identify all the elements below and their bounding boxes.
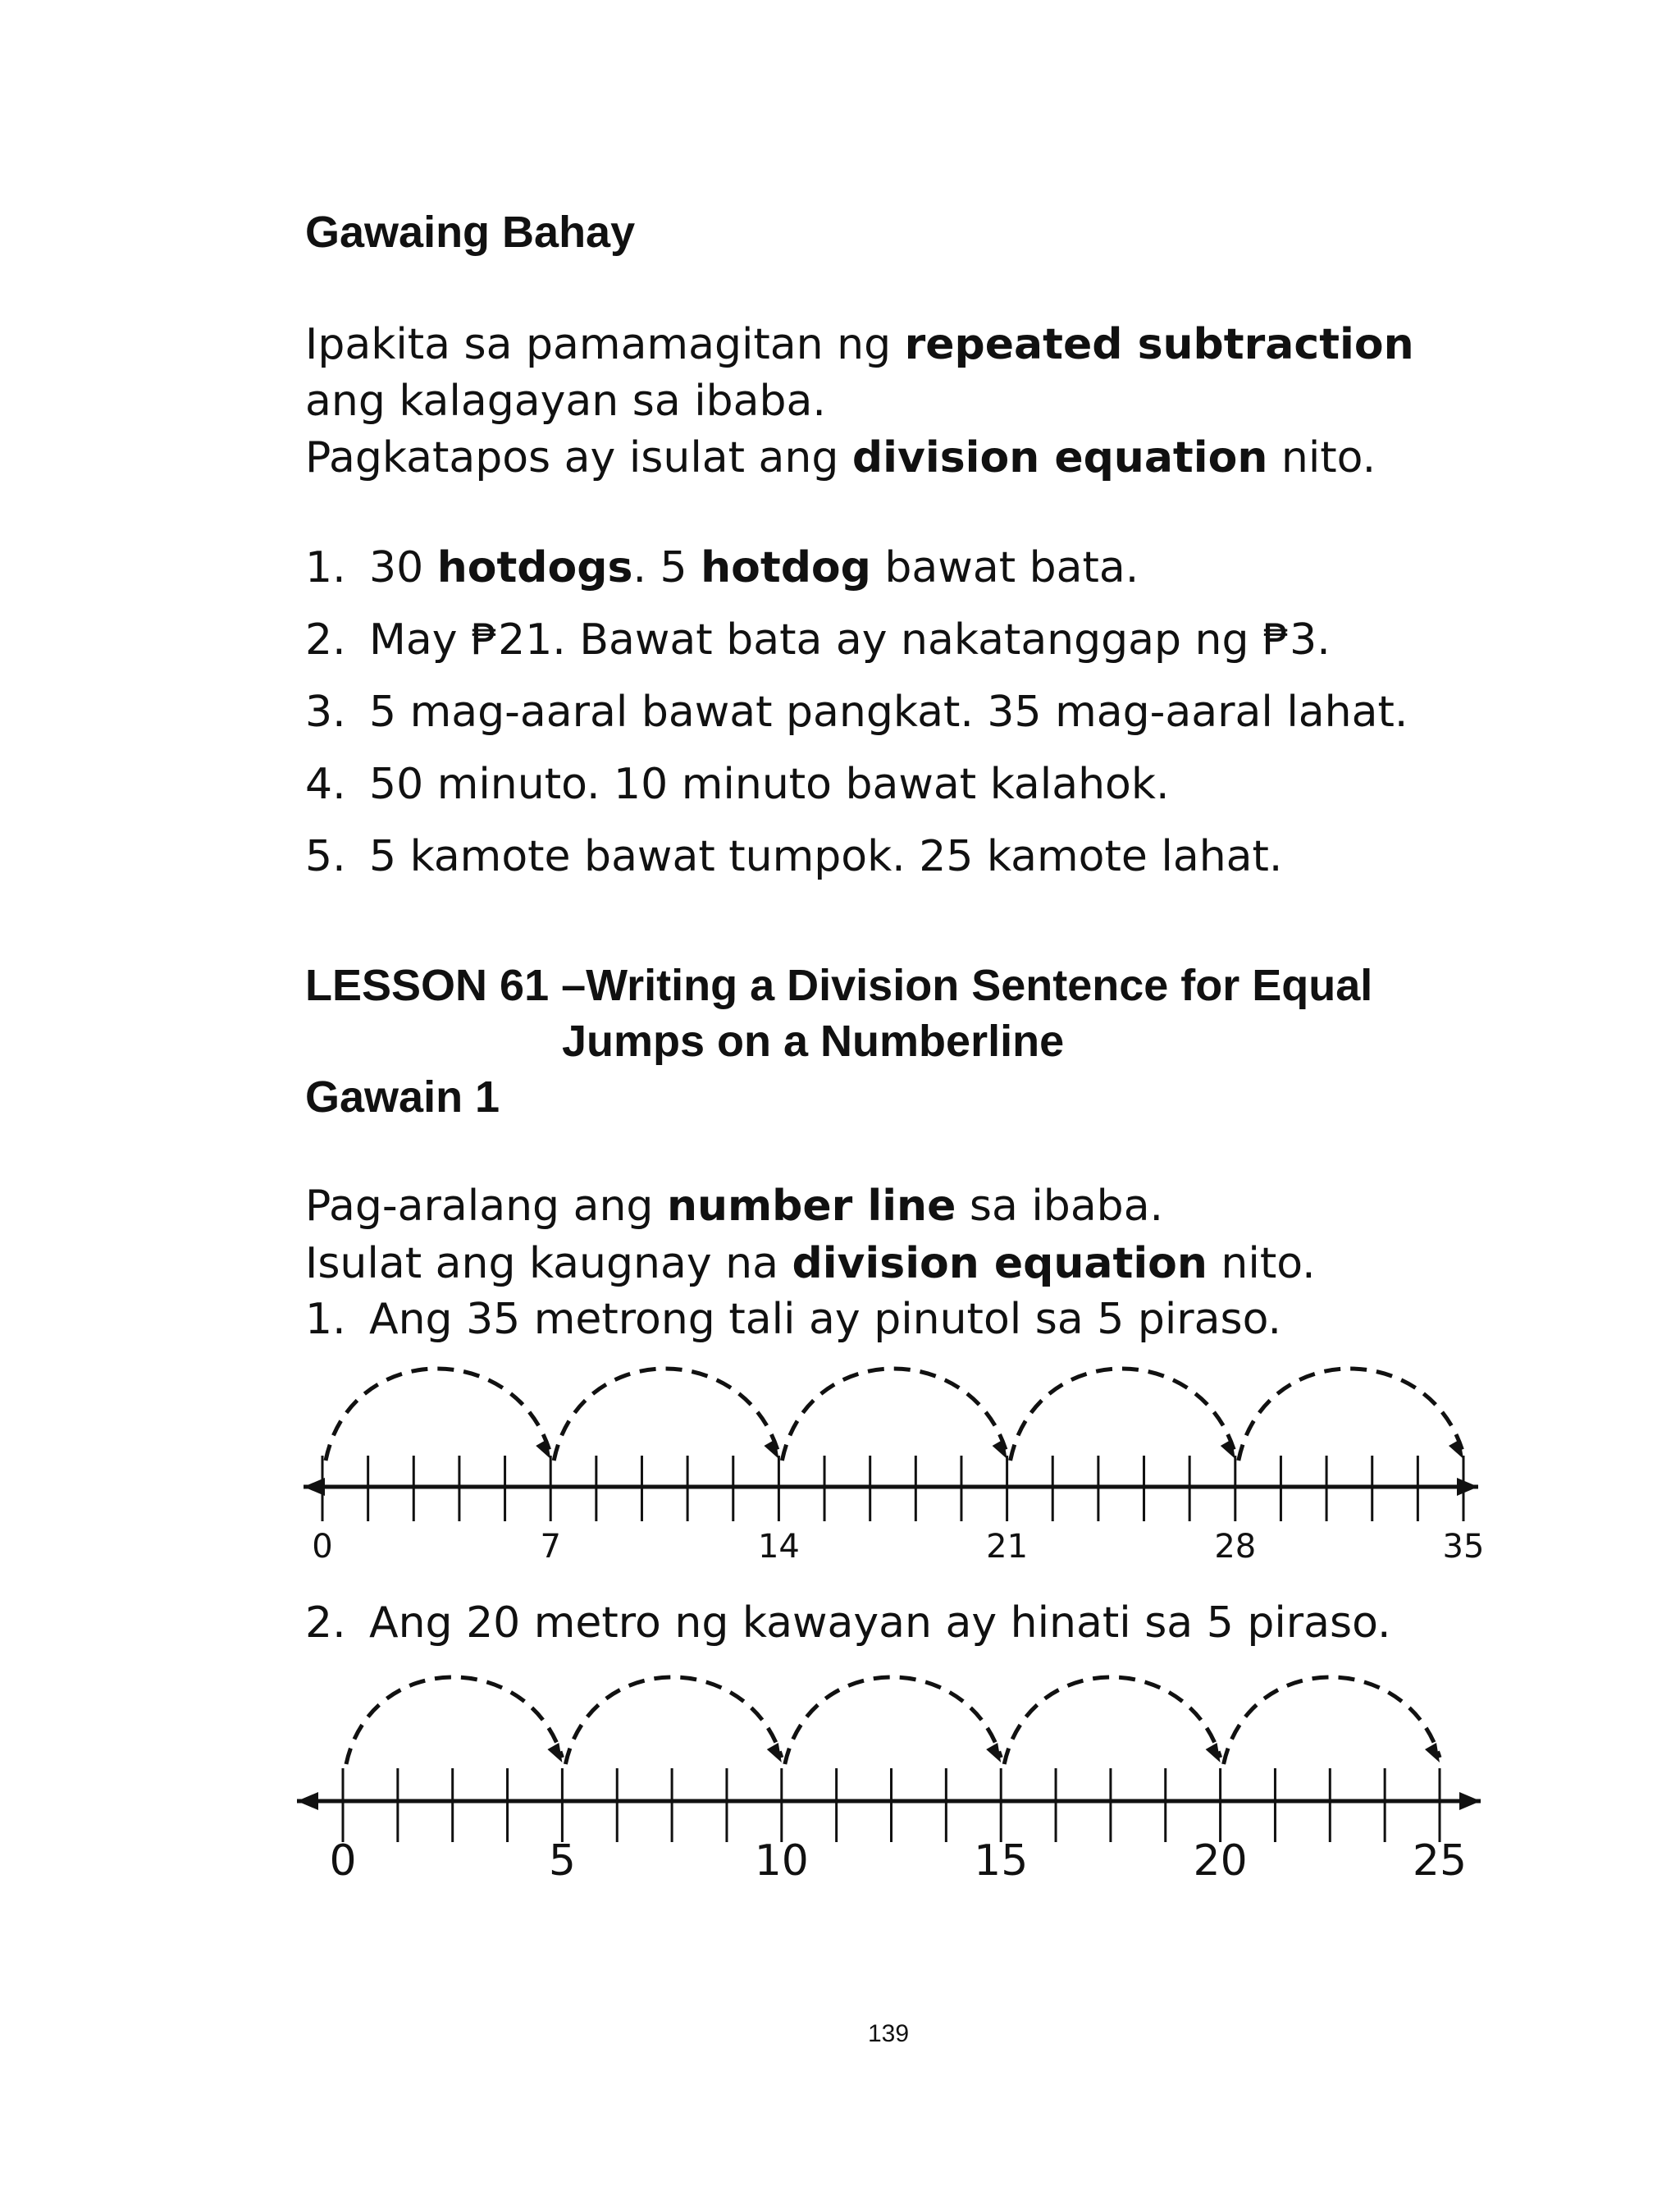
- jump-arrowhead: [547, 1743, 562, 1763]
- lesson-title-line2: Jumps on a Numberline: [562, 1017, 1065, 1066]
- problem-1: [305, 1295, 1281, 1344]
- tick-label: 20: [1193, 1836, 1248, 1886]
- tick-label: 25: [1412, 1836, 1468, 1886]
- axis-right-arrow: [1457, 1478, 1478, 1496]
- item-number: 1.: [305, 543, 346, 592]
- tick-label: 0: [312, 1528, 333, 1566]
- tick-label: 0: [329, 1836, 357, 1886]
- item-text: 50 minuto. 10 minuto bawat kalahok.: [369, 760, 1170, 809]
- jump-arrowhead: [1425, 1743, 1440, 1763]
- item-text: Ang 20 metro ng kawayan ay hinati sa 5 piraso.: [369, 1598, 1391, 1648]
- instruction-bold: number line: [666, 1182, 956, 1231]
- jump-arc: [785, 1677, 1001, 1764]
- instruction-text: Isulat ang kaugnay na: [305, 1239, 792, 1288]
- jump-arrowhead: [986, 1743, 1001, 1763]
- jump-arc: [1011, 1369, 1235, 1461]
- lesson-instruction-line1: [305, 1178, 1163, 1234]
- instruction-text: nito.: [1267, 433, 1376, 482]
- item-text: 30: [369, 543, 437, 592]
- tick-label: 28: [1214, 1528, 1257, 1566]
- lesson-instruction-line2: [305, 1236, 1316, 1292]
- number-line-1: [0, 1362, 1680, 1575]
- jump-arrowhead: [767, 1743, 782, 1763]
- item-text: 21. Bawat bata ay nakatanggap ng: [498, 615, 1263, 665]
- axis-right-arrow: [1459, 1792, 1481, 1810]
- jump-arc: [1004, 1677, 1220, 1764]
- item-number: 5.: [305, 832, 346, 881]
- item-text: 3.: [1290, 615, 1331, 665]
- number-line-2: [0, 1674, 1680, 1895]
- item-bold: hotdogs: [436, 543, 633, 592]
- tick-label: 15: [974, 1836, 1029, 1886]
- jump-arc: [565, 1677, 781, 1764]
- item-number: 2.: [305, 615, 346, 665]
- item-text: . 5: [632, 543, 701, 592]
- item-number: 4.: [305, 760, 346, 809]
- item-bold: hotdog: [701, 543, 871, 592]
- tick-label: 14: [757, 1528, 800, 1566]
- homework-instruction-line3: [305, 430, 1376, 486]
- instruction-bold: division equation: [792, 1239, 1208, 1288]
- tick-label: 7: [540, 1528, 561, 1566]
- list-item: [305, 543, 1139, 592]
- jump-arc: [1239, 1369, 1463, 1461]
- instruction-text: sa ibaba.: [956, 1182, 1164, 1231]
- jump-arc: [326, 1369, 550, 1461]
- instruction-text: Ipakita sa pamamagitan ng: [305, 320, 905, 369]
- problem-2: [305, 1598, 1391, 1648]
- tick-label: 35: [1442, 1528, 1485, 1566]
- jump-arc: [782, 1369, 1007, 1461]
- list-item: [305, 688, 1408, 737]
- list-item: [305, 832, 1282, 881]
- axis-left-arrow: [297, 1792, 318, 1810]
- instruction-text: nito.: [1207, 1239, 1316, 1288]
- lesson-title-line1: LESSON 61 –Writing a Division Sentence for Equal: [305, 961, 1373, 1010]
- item-text: May: [369, 615, 472, 665]
- item-text: 5 mag-aaral bawat pangkat. 35 mag-aaral lahat.: [369, 688, 1408, 737]
- instruction-text: Pagkatapos ay isulat ang: [305, 433, 852, 482]
- activity-title: Gawain 1: [305, 1072, 500, 1122]
- peso-sign: ₱: [471, 615, 499, 665]
- list-item: [305, 760, 1169, 809]
- jump-arc: [346, 1677, 562, 1764]
- instruction-bold: repeated subtraction: [904, 320, 1414, 369]
- jump-arrowhead: [1206, 1743, 1221, 1763]
- homework-instruction-line2: ang kalagayan sa ibaba.: [305, 377, 826, 426]
- instruction-text: Pag-aralang ang: [305, 1182, 667, 1231]
- item-number: 3.: [305, 688, 346, 737]
- list-item: [305, 615, 1331, 665]
- instruction-bold: division equation: [851, 433, 1268, 482]
- tick-label: 10: [754, 1836, 809, 1886]
- peso-sign: ₱: [1262, 615, 1290, 665]
- jump-arc: [1224, 1677, 1440, 1764]
- jump-arc: [554, 1369, 778, 1461]
- homework-title: Gawaing Bahay: [305, 208, 636, 257]
- item-text: 5 kamote bawat tumpok. 25 kamote lahat.: [369, 832, 1283, 881]
- item-number: 1.: [305, 1295, 346, 1344]
- tick-label: 21: [986, 1528, 1029, 1566]
- item-number: 2.: [305, 1598, 346, 1648]
- page-number: 139: [868, 2020, 910, 2047]
- homework-instruction-line1: [305, 317, 1414, 373]
- tick-label: 5: [548, 1836, 576, 1886]
- item-text: Ang 35 metrong tali ay pinutol sa 5 piraso.: [369, 1295, 1282, 1344]
- item-text: bawat bata.: [870, 543, 1139, 592]
